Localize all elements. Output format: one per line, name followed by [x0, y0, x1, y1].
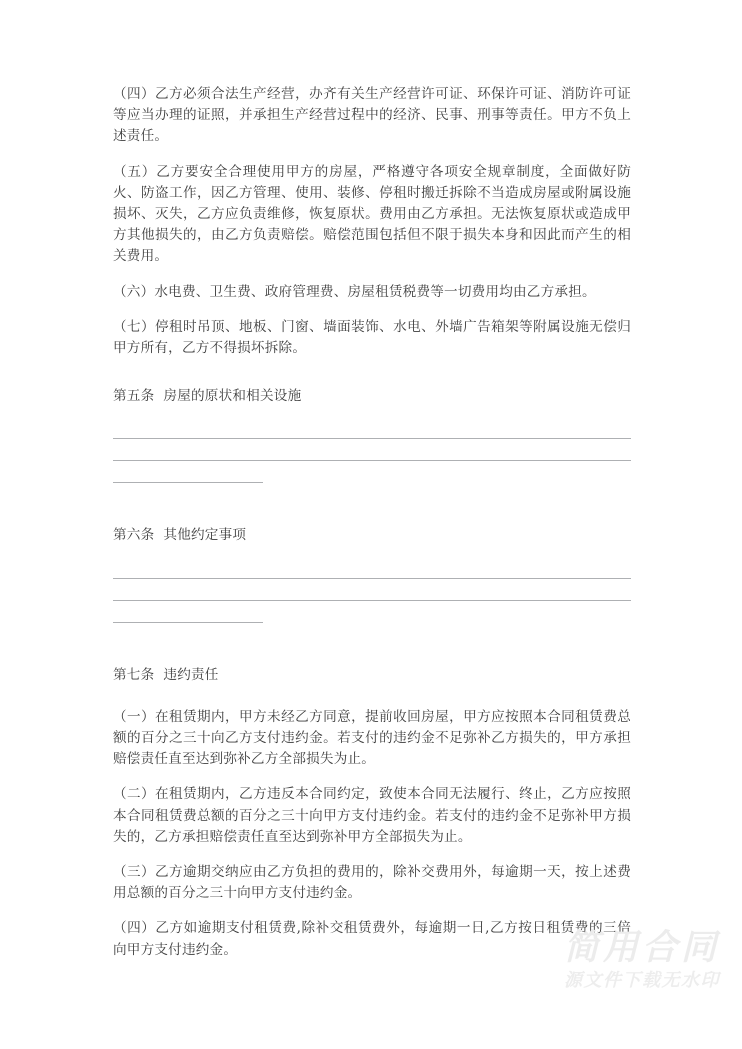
spacer: [113, 623, 631, 665]
clause-paragraph-7-2: （二）在租赁期内，乙方违反本合同约定，致使本合同无法履行、终止，乙方应按照本合同租赁费总额的百分之三十向甲方支付违约金。若支付的违约金不足弥补甲方损失的，乙方承担赔偿责任直至达到弥补甲方全部损失为止。: [113, 786, 631, 845]
spacer: [113, 483, 631, 525]
fill-in-line[interactable]: [113, 578, 631, 579]
clause-paragraph-4-5: （五）乙方要安全合理使用甲方的房屋，严格遵守各项安全规章制度，全面做好防火、防盗工作，因乙方管理、使用、装修、停租时搬迁拆除不当造成房屋或附属设施损坏、灭失，乙方应负责维修，恢复原状。费用由乙方承担。无法恢复原状或造成甲方其他损失的，由乙方负责赔偿。赔偿范围包括但不限于损失本身和因此而产生的相关费用。: [113, 163, 631, 265]
spacer: [113, 686, 631, 707]
watermark-brand: 简用合同: [563, 928, 720, 969]
article-6-heading: 第六条 其他约定事项: [113, 527, 247, 544]
clause-paragraph-7-4: （四）乙方如逾期支付租赁费,除补交租赁费外，每逾期一日,乙方按日租赁费的三倍向甲方支付违约金。: [113, 920, 631, 958]
clause-paragraph-4-6: （六）水电费、卫生费、政府管理费、房屋租赁税费等一切费用均由乙方承担。: [113, 283, 596, 300]
spacer: [113, 407, 631, 438]
document-body: [113, 84, 631, 961]
fill-in-line[interactable]: [113, 600, 631, 601]
spacer: [113, 373, 631, 386]
clause-paragraph-7-1: （一）在租赁期内，甲方未经乙方同意，提前收回房屋，甲方应按照本合同租赁费总额的百分之三十向乙方支付违约金。若支付的违约金不足弥补乙方损失的，甲方承担赔偿责任直至达到弥补乙方全部损失为止。: [113, 708, 631, 768]
clause-paragraph-7-3: （三）乙方逾期交纳应由乙方负担的费用的，除补交费用外，每逾期一天，按上述费用总额的百分之三十向甲方支付违约金。: [113, 864, 631, 902]
article-7-heading: 第七条 违约责任: [113, 666, 219, 683]
clause-paragraph-4-7: （七）停租时吊顶、地板、门窗、墙面装饰、水电、外墙广告箱架等附属设施无偿归甲方所有，乙方不得损坏拆除。: [113, 318, 631, 357]
fill-in-line[interactable]: [113, 460, 631, 461]
article-5-fill-in-lines[interactable]: [113, 438, 631, 483]
article-5-heading: 第五条 房屋的原状和相关设施: [113, 388, 302, 405]
fill-in-line[interactable]: [113, 438, 631, 439]
clause-paragraph-4-4: （四）乙方必须合法生产经营，办齐有关生产经营许可证、环保许可证、消防许可证等应当办理的证照，并承担生产经营过程中的经济、民事、刑事等责任。甲方不负上述责任。: [113, 86, 631, 145]
watermark-tagline: 源文件下载无水印: [563, 970, 720, 991]
spacer: [113, 547, 631, 578]
article-6-fill-in-lines[interactable]: [113, 578, 631, 623]
